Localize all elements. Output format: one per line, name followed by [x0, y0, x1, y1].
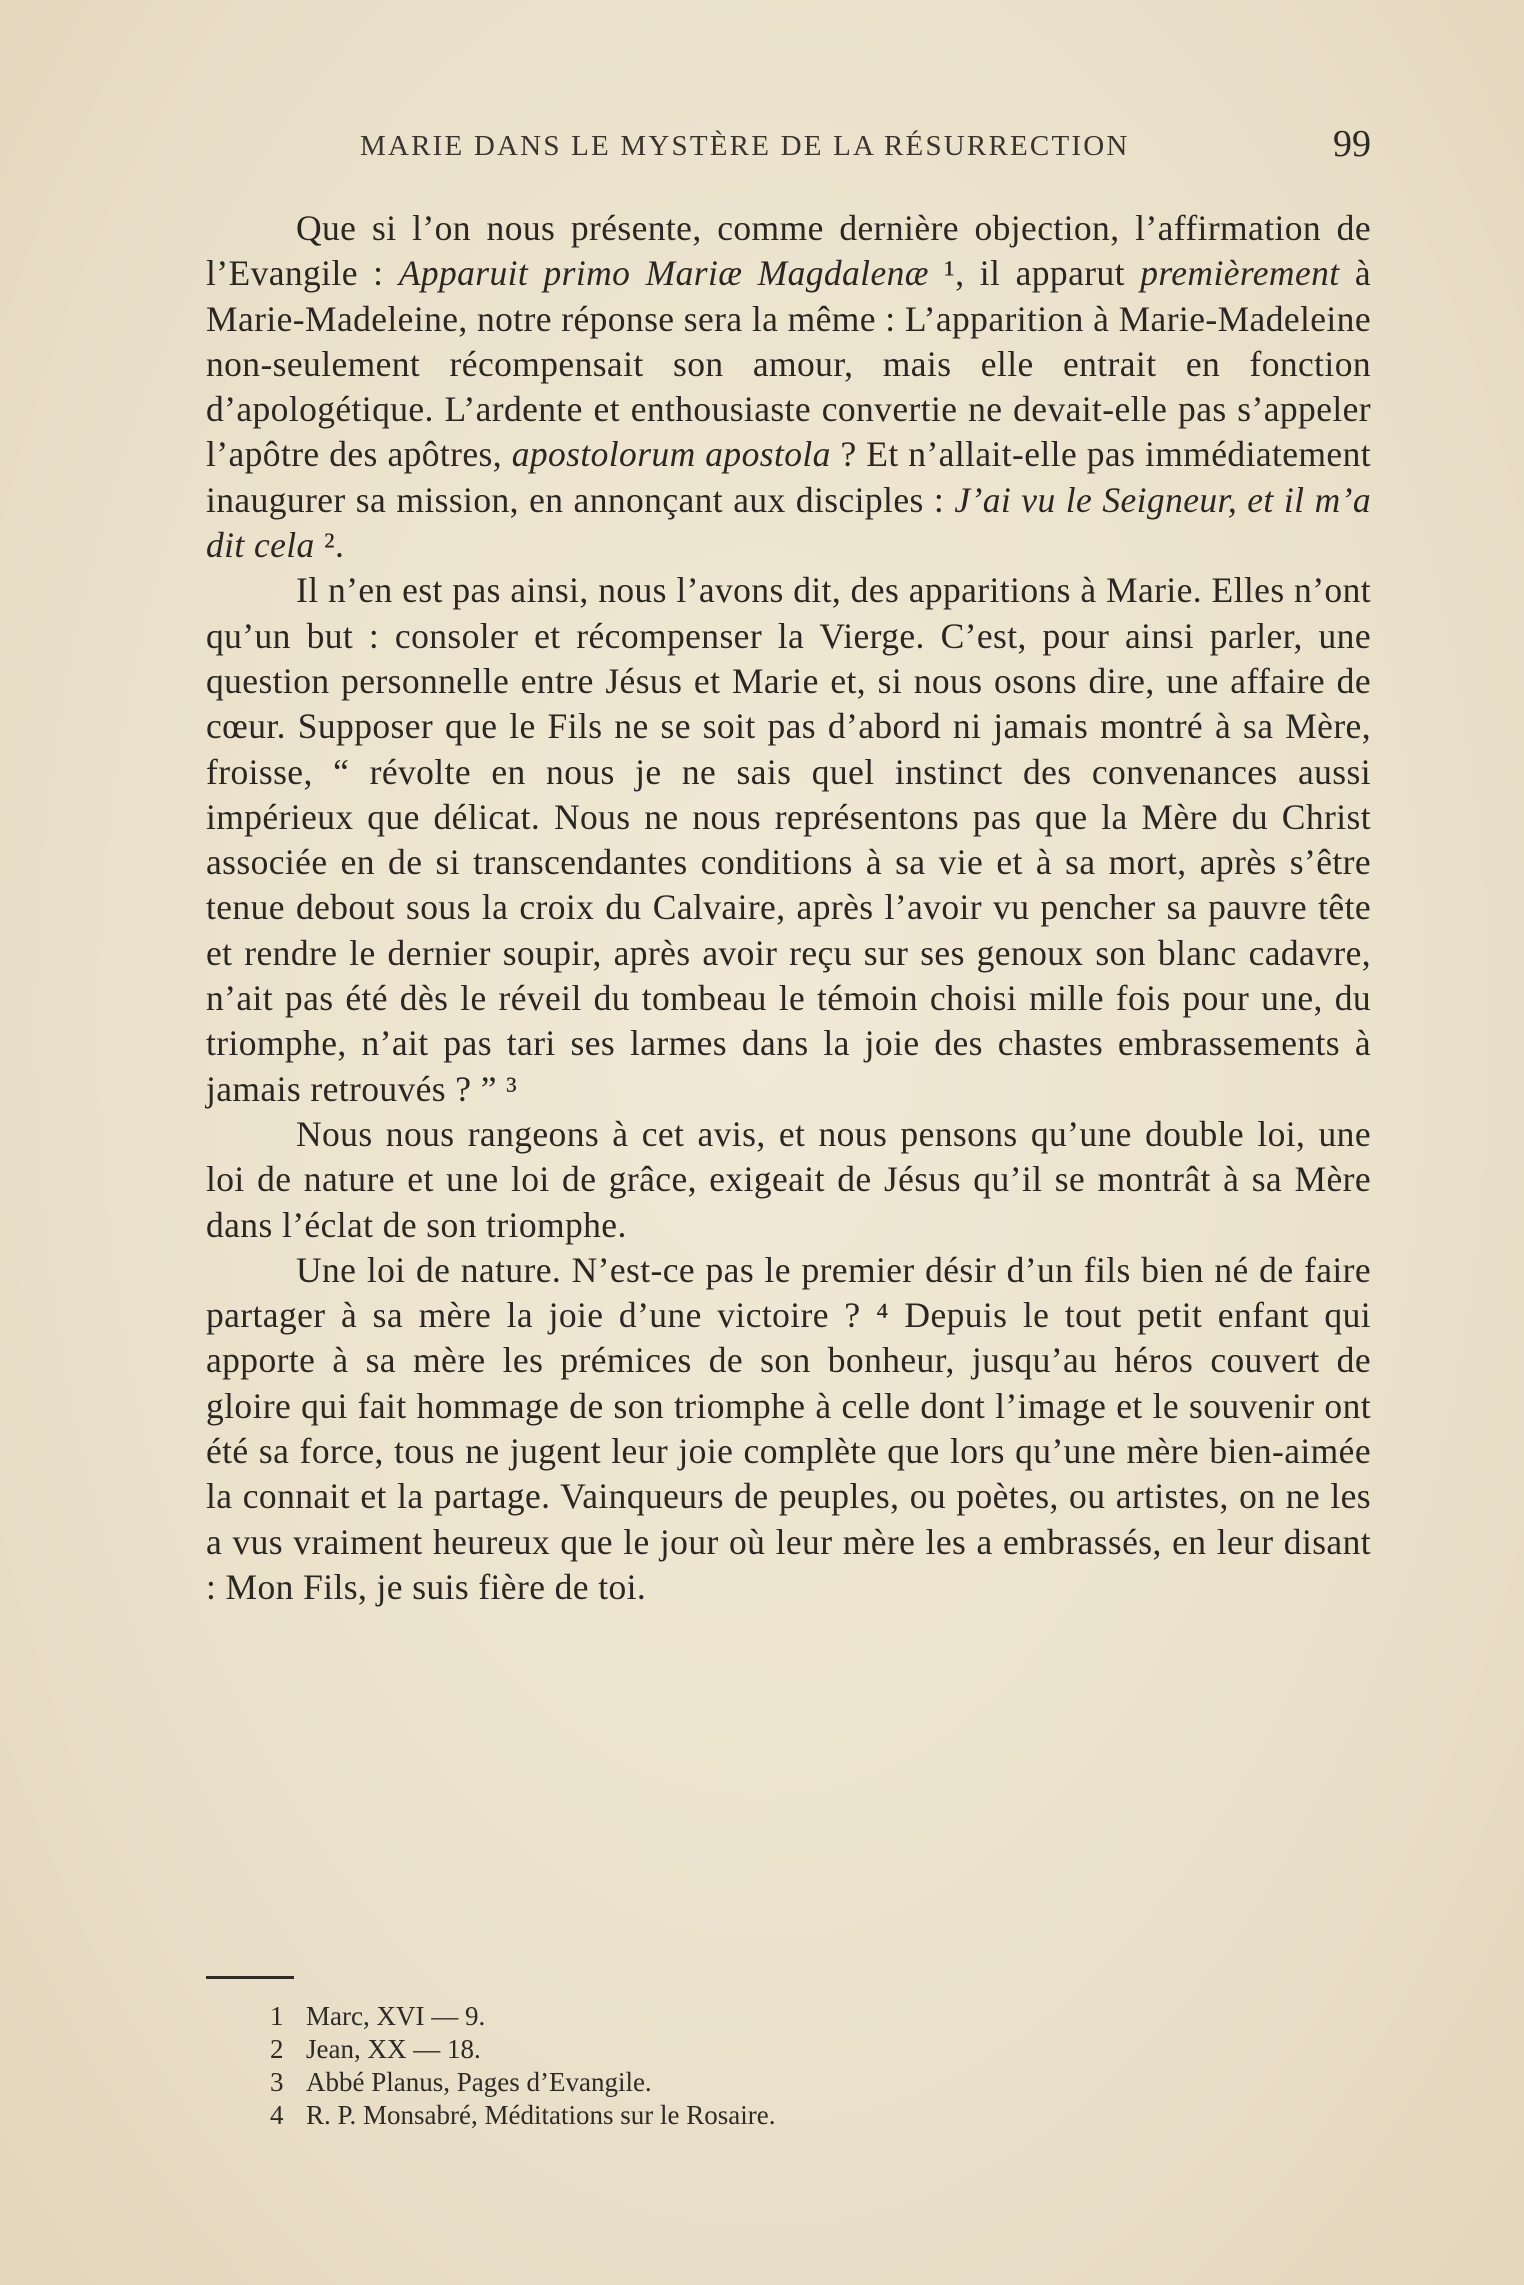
- running-title: MARIE DANS LE MYSTÈRE DE LA RÉSURRECTION: [360, 130, 1130, 162]
- footnote-text: Abbé Planus, Pages d’Evangile.: [306, 2067, 652, 2097]
- footnote-number: 3: [270, 2067, 284, 2097]
- emphasis-premierement: premièrement: [1140, 253, 1340, 294]
- paragraph-3: Nous nous rangeons à cet avis, et nous pensons qu’une double loi, une loi de nature et une loi de grâce, exigeait de Jésus qu’il se montrât à sa Mère dans l’éclat de son triomphe.: [206, 1113, 1371, 1245]
- latin-quote-apparuit: Apparuit primo Mariæ Magdalenæ: [398, 253, 929, 294]
- latin-quote-apostolorum: apostolorum apostola: [511, 434, 831, 475]
- footnote-text: R. P. Monsabré, Méditations sur le Rosaire.: [306, 2100, 776, 2130]
- page-number: 99: [1333, 123, 1371, 165]
- footnote-2: [270, 2033, 1270, 2066]
- page-header: [206, 122, 1371, 172]
- footnote-number: 2: [270, 2034, 284, 2064]
- footnote-rule: [206, 1976, 294, 1979]
- paragraph-2: Il n’en est pas ainsi, nous l’avons dit, des apparitions à Marie. Elles n’ont qu’un but : consoler et récompenser la Vierge. C’est, pour ainsi parler, une question personnelle entre Jésus et Marie et, si nous osons dire, une affaire de cœur. Supposer que le Fils ne se soit pas d’abord ni jamais montré à sa Mère, froisse, “ révolte en nous je ne sais quel instinct des convenances aussi impérieux que délicat. Nous ne nous représentons pas que la Mère du Christ associée en de si transcendantes conditions à sa vie et à sa mort, après s’être tenue debout sous la croix du Calvaire, après l’avoir vu pencher sa pauvre tête et rendre le dernier soupir, après avoir reçu sur ses genoux son blanc cadavre, n’ait pas été dès le réveil du tombeau le témoin choisi mille fois pour une, du triomphe, n’ait pas tari ses larmes dans la joie des chastes embrassements à jamais retrouvés ? ” ³: [206, 570, 1371, 1109]
- footnotes: [270, 2000, 1270, 2132]
- footnote-4: [270, 2099, 1270, 2132]
- paragraph-1-text-i: ².: [314, 525, 345, 566]
- footnote-3: [270, 2066, 1270, 2099]
- paragraph-1: [206, 206, 1371, 568]
- footnote-number: 1: [270, 2001, 284, 2031]
- quote-jai-vu: J’ai vu le Seigneur, et il m’a dit cela: [206, 479, 1371, 566]
- paragraph-1-text-c: ¹, il apparut: [928, 253, 1141, 294]
- paragraph-1-text-a: Que si l’on nous présente, comme dernière objection, l’affirmation de l’Evangile :: [206, 208, 1371, 294]
- paragraph-4: Une loi de nature. N’est-ce pas le premier désir d’un fils bien né de faire partager à sa mère la joie d’une victoire ? ⁴ Depuis le tout petit enfant qui apporte à sa mère les prémices de son bonheur, jusqu’au héros couvert de gloire qui fait hommage de son triomphe à celle dont l’image et le souvenir ont été sa force, tous ne jugent leur joie complète que lors qu’une mère bien-aimée la connait et la partage. Vainqueurs de peuples, ou poètes, ou artistes, on ne les a vus vraiment heureux que le jour où leur mère les a embrassés, en leur disant : Mon Fils, je suis fière de toi.: [206, 1249, 1371, 1607]
- paragraph-1-text-g: ? Et n’allait-elle pas immédiatement inaugurer sa mission, en annonçant aux disciples :: [206, 434, 1371, 520]
- paragraph-1-text-e: à Marie-Madeleine, notre réponse sera la même : L’apparition à Marie-Madeleine non-seulement récompensait son amour, mais elle entrait en fonction d’apologétique. L’ardente et enthousiaste convertie ne devait-elle pas s’appeler l’apôtre des apôtres,: [206, 253, 1372, 475]
- footnote-1: [270, 2000, 1270, 2033]
- body-text: [206, 206, 1371, 1610]
- footnote-number: 4: [270, 2100, 284, 2130]
- footnote-text: Jean, XX — 18.: [306, 2034, 481, 2064]
- footnote-text: Marc, XVI — 9.: [306, 2001, 486, 2031]
